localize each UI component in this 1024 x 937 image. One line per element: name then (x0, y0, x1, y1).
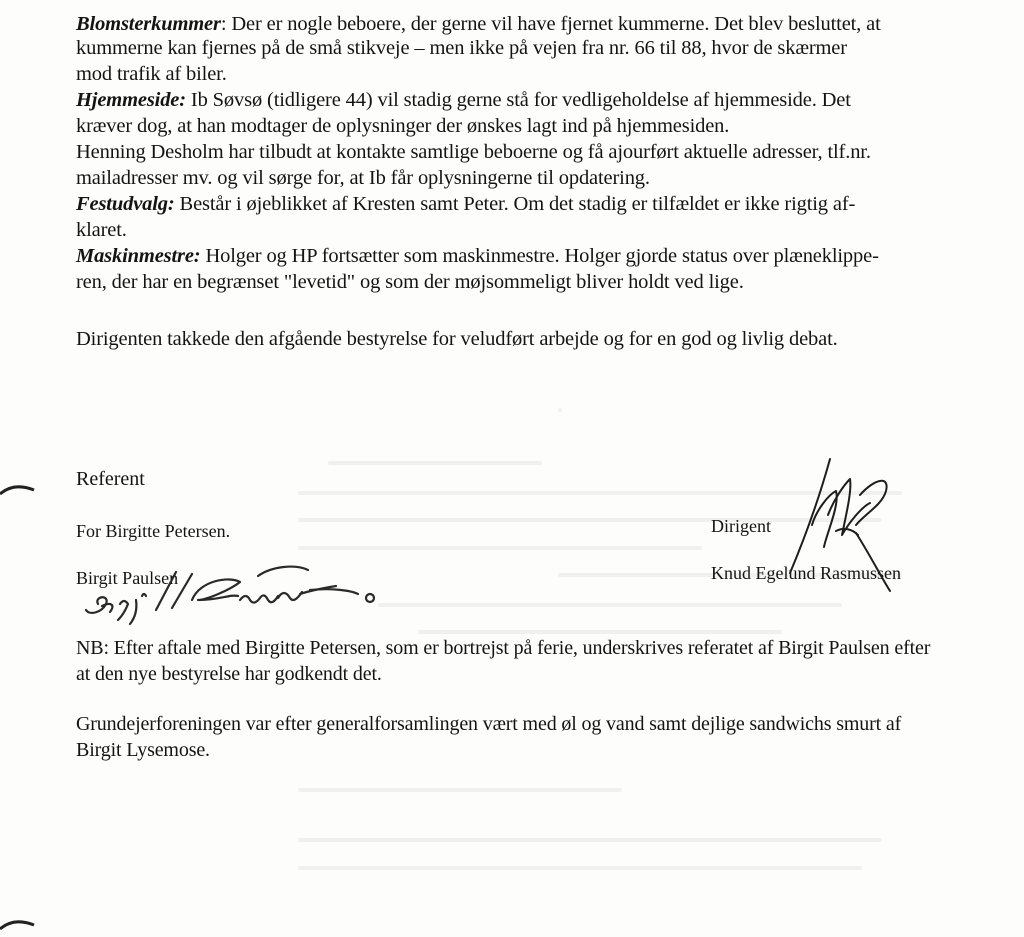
dirigent-name: Knud Egelund Rasmussen (711, 563, 901, 583)
text-line: klaret. (76, 219, 127, 241)
closing-statement: Dirigenten takkede den afgående bestyrelse for veludført arbejde og for en god og livlig debat. (76, 328, 838, 350)
section-heading-blomsterkummer: Blomsterkummer (76, 13, 221, 35)
text-line: mod trafik af biler. (76, 63, 227, 85)
text-line: kræver dog, at han modtager de oplysninger der ønskes lagt ind på hjemmesiden. (76, 115, 730, 137)
section-heading-festudvalg: Festudvalg: (76, 193, 175, 215)
referent-name: Birgit Paulsen (76, 568, 179, 588)
text-line: Maskinmestre: Holger og HP fortsætter som maskinmestre. Holger gjorde status over plæneklippe- (76, 245, 879, 267)
referent-for-label: For Birgitte Petersen. (76, 521, 231, 541)
closing-note-line: Grundejerforeningen var efter generalforsamlingen vært med øl og vand samt dejlige sandwichs smurt af (76, 713, 902, 735)
section-heading-hjemmeside: Hjemmeside: (76, 89, 186, 111)
dirigent-label: Dirigent (711, 516, 771, 536)
referent-label: Referent (76, 468, 145, 490)
referent-signature (80, 560, 400, 632)
text-line: Henning Desholm har tilbudt at kontakte samtlige beboerne og få ajourført aktuelle adresser, tlf.nr. (76, 141, 871, 163)
nb-note-line: NB: Efter aftale med Birgitte Petersen, som er bortrejst på ferie, underskrives referatet af Birgit Paulsen efter (76, 637, 931, 659)
dirigent-signature (770, 455, 900, 595)
section-heading-maskinmestre: Maskinmestre: (76, 245, 201, 267)
closing-note-line: Birgit Lysemose. (76, 739, 210, 761)
text-line: kummerne kan fjernes på de små stikveje – men ikke på vejen fra nr. 66 til 88, hvor de skærmer (76, 37, 847, 59)
nb-note-line: at den nye bestyrelse har godkendt det. (76, 663, 382, 685)
text-line: Hjemmeside: Ib Søvsø (tidligere 44) vil stadig gerne stå for vedligeholdelse af hjemmeside. Det (76, 89, 851, 111)
punch-hole-mark (0, 915, 40, 937)
text-line: Festudvalg: Består i øjeblikket af Kresten samt Peter. Om det stadig er tilfældet er ikke rigtig af- (76, 193, 856, 215)
text-line: mailadresser mv. og vil sørge for, at Ib får oplysningerne til opdatering. (76, 167, 650, 189)
text-line: ren, der har en begrænset "levetid" og som der møjsommeligt bliver holdt ved lige. (76, 271, 744, 293)
punch-hole-mark (0, 480, 40, 502)
text-line: Blomsterkummer: Der er nogle beboere, der gerne vil have fjernet kummerne. Det blev besluttet, at (76, 13, 881, 35)
